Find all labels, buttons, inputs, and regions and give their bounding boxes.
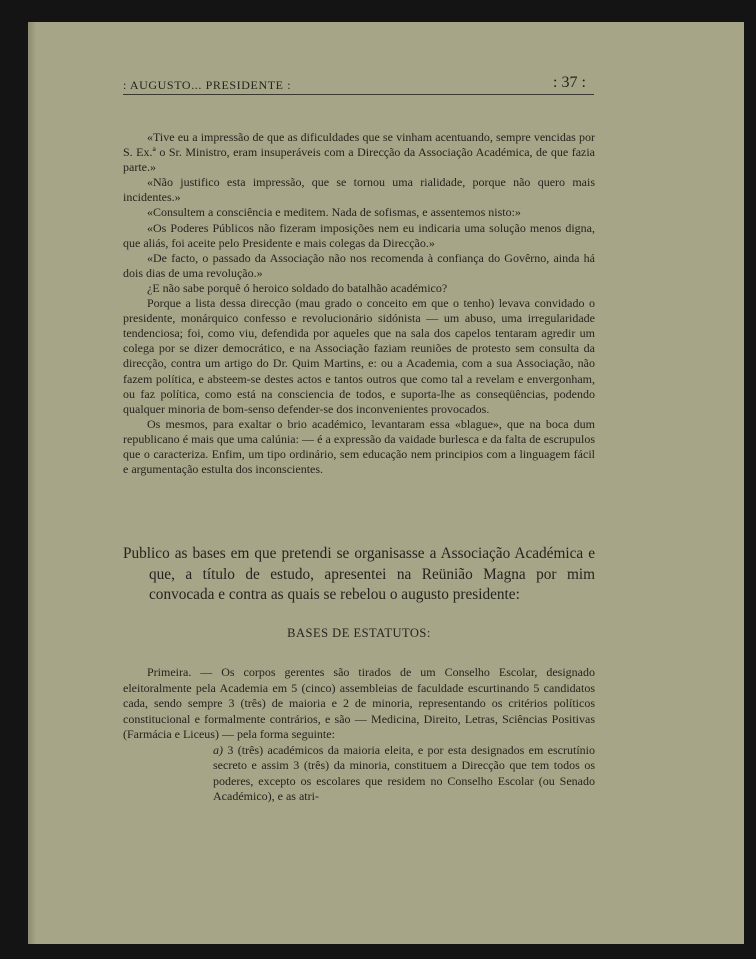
paragraph: «De facto, o passado da Associação não nos recomenda à confiança do Govêrno, ainda há dois dias de uma revolução.» [123,250,595,280]
bases-text-block [123,665,595,805]
intro-paragraph: Publico as bases em que pretendi se organisasse a Associação Académica e que, a título de estudo, apresentei na Reünião Magna por mim convocada e contra as quais se rebelou o augusto presidente: [123,545,595,603]
running-header: : AUGUSTO... PRESIDENTE : [123,78,292,92]
document-page [28,22,744,944]
paragraph: ¿E não sabe porquê ó heroico soldado do batalhão académico? [147,280,448,295]
base-item-a [213,743,595,805]
page-number: : 37 : [553,74,586,91]
header-rule [123,94,594,95]
item-label: a) [213,742,223,757]
quoted-text-block [123,130,595,477]
paragraph: «Tive eu a impressão de que as dificuldades que se vinham acentuando, sempre vencidas por S. Ex.ª o Sr. Ministro, eram insuperáveis com a Direcção da Associação Académica, de que fazia parte.» [123,130,595,175]
item-text: 3 (três) académicos da maioria eleita, e por esta designados em escrutínio secreto e assim 3 (três) da minoria, constituem a Direcção que tem todos os poderes, excepto os escolares que residem no Conselho Escolar (ou Senado Académico), e as atri- [213,742,596,803]
base-primeira: Primeira. — Os corpos gerentes são tirados de um Conselho Escolar, designado eleitoralmente pela Academia em 5 (cinco) assembleias de faculdade escurtinando 5 candidatos cada, sendo sempre 3 (três) de maioria e 2 de minoria, representando os critérios políticos constitucional e formalmente contrários, e são — Medicina, Direito, Letras, Sciências Positivas (Farmácia e Liceus) — pela forma seguinte: [123,665,595,741]
intro-text-block [123,544,595,606]
paragraph: «Consultem a consciência e meditem. Nada de sofismas, e assentemos nisto:» [147,205,521,220]
paragraph: Porque a lista dessa direcção (mau grado o conceito em que o tenho) levava convidado o presidente, monárquico confesso e revolucionário sidónista — um abuso, uma irregularidade tendenciosa; foi, como viu, defendida por aqueles que na sala dos capelos tentaram agredir um colega por se dizer democrático, e na Associação faziam reuniões de protesto sem consulta da direcção, contra um artigo do Dr. Quim Martins, e: ou a Academia, com a sua Associação, não fazem política, e absteem-se destes actos e tantos outros que como tal a revelam e envergonham, ou faz política, como está na consciencia de todos, e suporta-lhe as conseqüências, podendo qualquer minoria de bom-senso defender-se dos inconvenientes provocados. [123,296,595,416]
page-gutter-shadow [28,22,36,944]
section-title: BASES DE ESTATUTOS: [287,626,431,640]
paragraph: «Os Poderes Públicos não fizeram imposições nem eu indicaria uma solução menos digna, que aliás, foi aceite pelo Presidente e mais colegas da Direcção.» [123,220,595,250]
paragraph: Os mesmos, para exaltar o brio académico, levantaram essa «blague», que na boca dum republicano é mais que uma calúnia: — é a expressão da vaidade burlesca e da falta de escrupulos que o caracteriza. Enfim, um tipo ordinário, sem educação nem principios com a linguagem fácil e argumentação estulta dos inconscientes. [123,416,595,477]
paragraph: «Não justifico esta impressão, que se tornou uma rialidade, porque não quero mais incidentes.» [123,175,595,205]
